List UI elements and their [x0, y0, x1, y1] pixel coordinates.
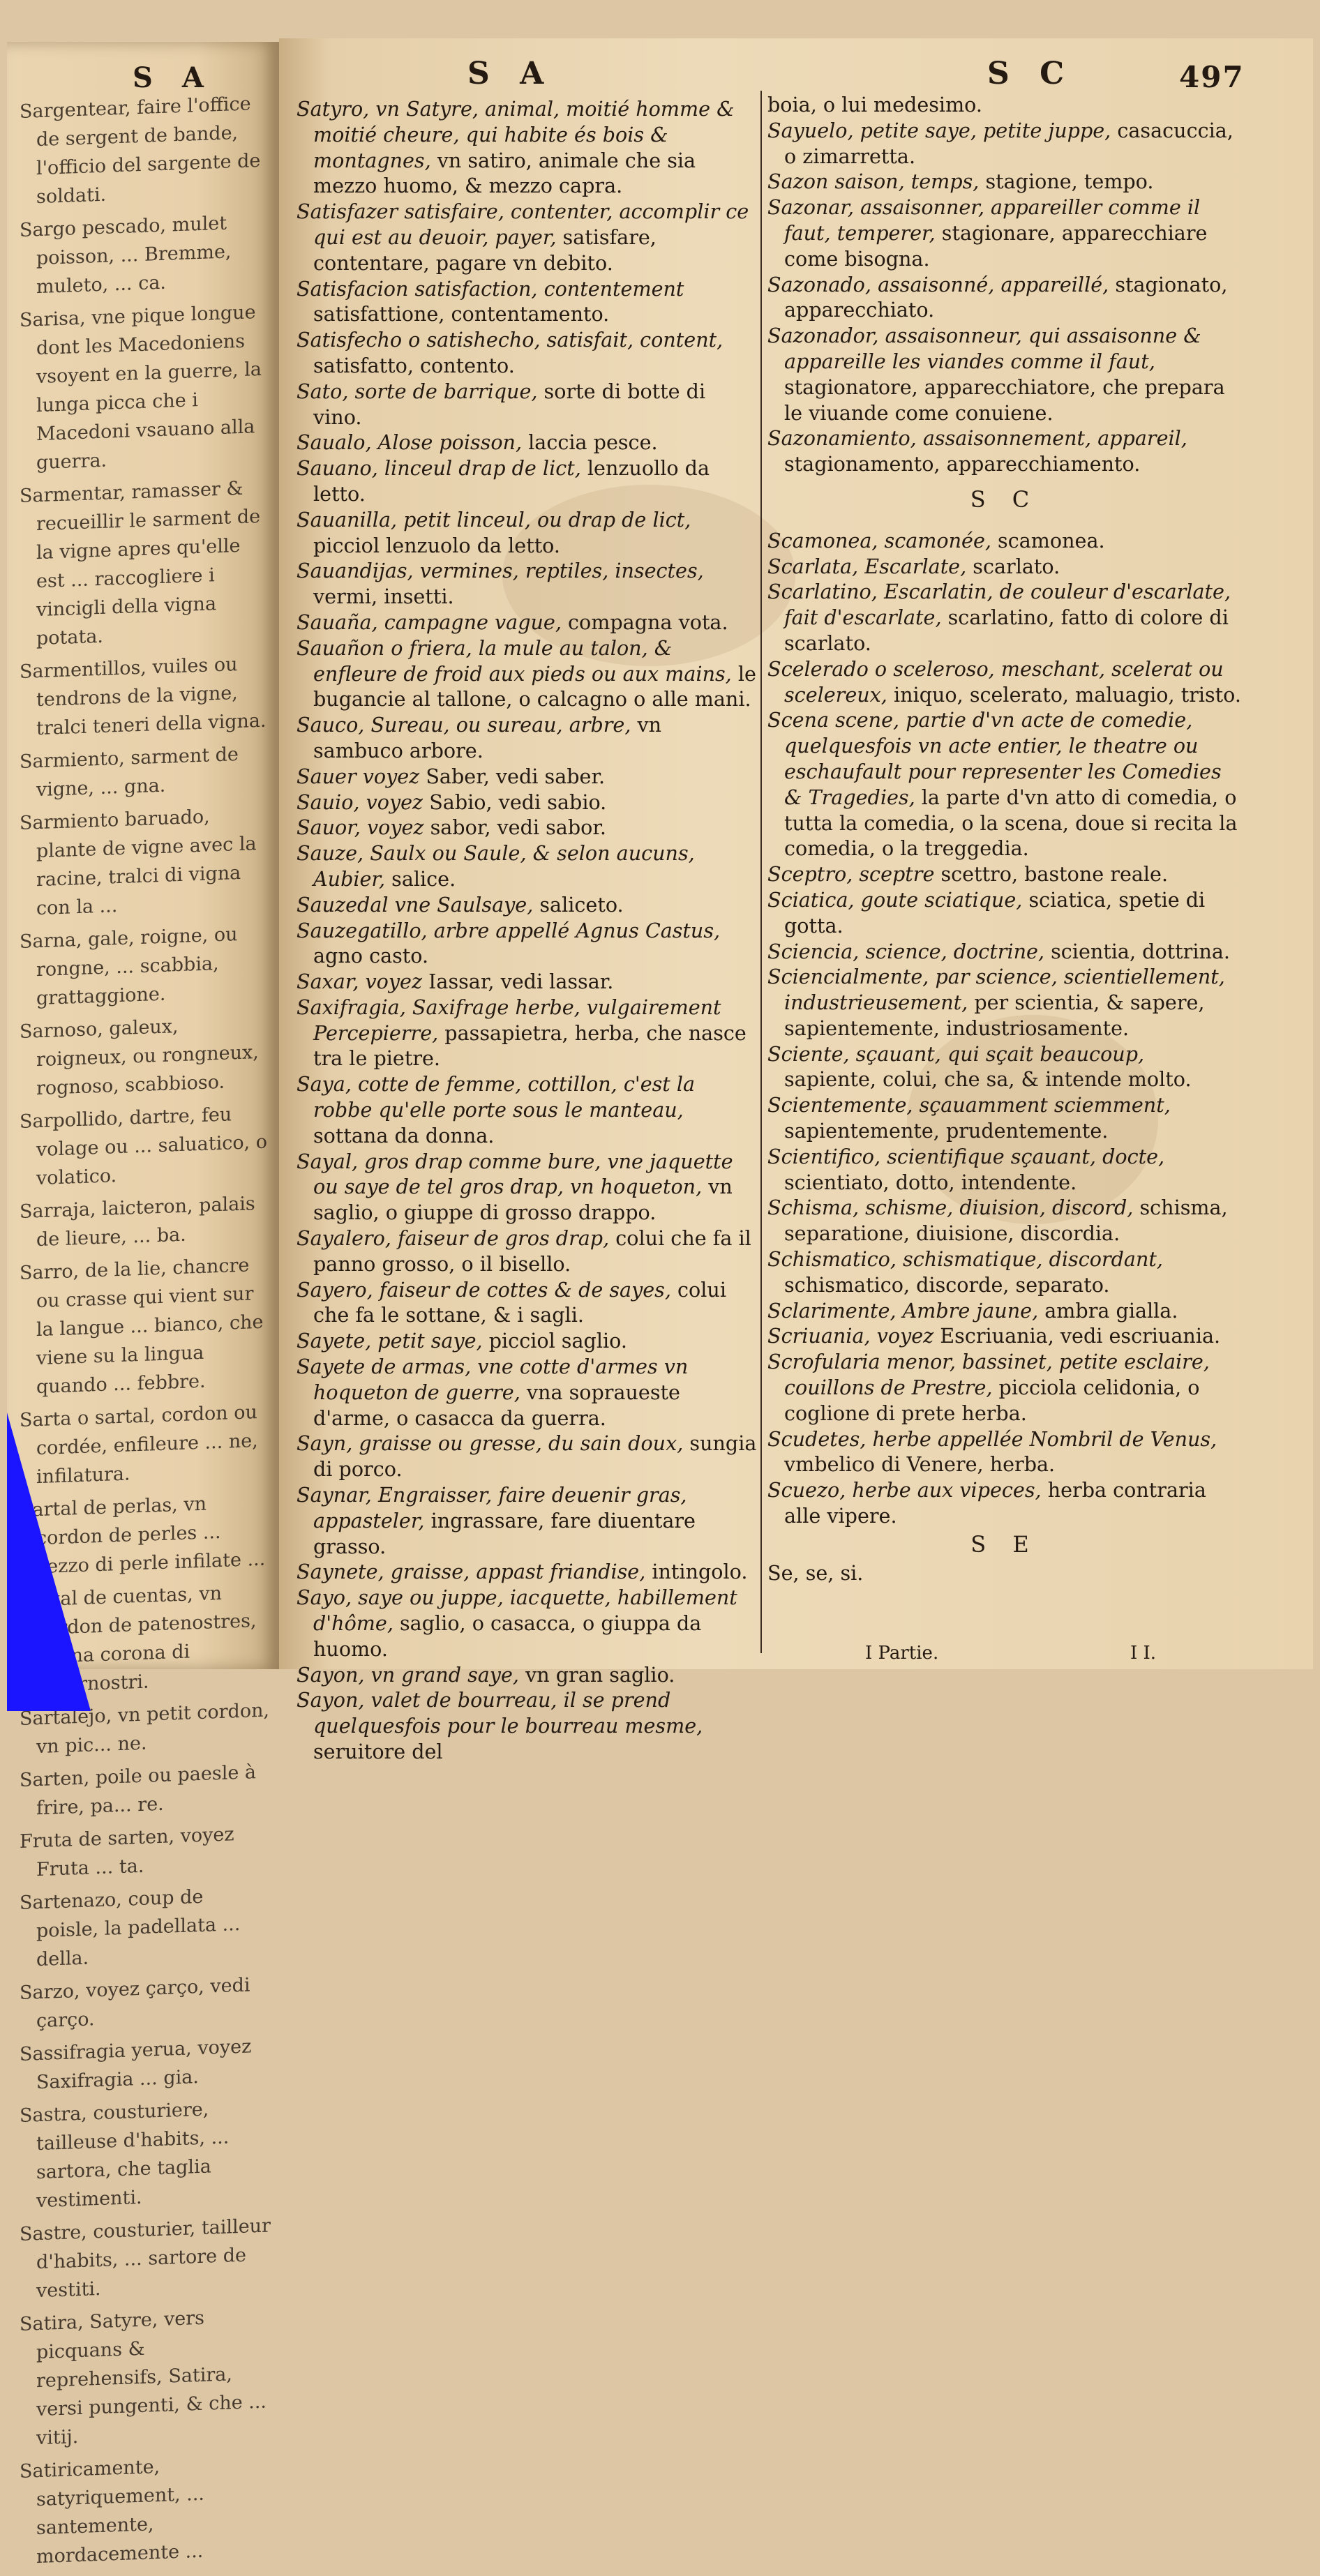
left-page-entry: Sartalejo, vn petit cordon, vn pic... ne. [20, 1699, 270, 1758]
dictionary-entry [297, 1585, 757, 1662]
entry-italian-gloss: stagionato, apparecchiato. [784, 272, 1228, 322]
dictionary-entry [297, 1662, 757, 1688]
entry-headword-french: Sauzedal vne Saulsaye, [297, 892, 534, 917]
dictionary-entry [767, 939, 1242, 965]
left-page-entry: Sarmentar, ramasser & recueillir le sarment de la vigne apres qu'elle est ... raccogliere i vincigli della vigna potata. [20, 477, 261, 650]
entry-italian-gloss: casacuccia, o zimarretta. [784, 118, 1233, 168]
dictionary-entry [297, 1071, 757, 1148]
entry-headword-french: Sayalero, faiseur de gros drap, [297, 1226, 610, 1251]
entry-headword-french: Sclarimente, Ambre jaune, [767, 1298, 1039, 1323]
left-page-entry: Sarzo, voyez çarço, vedi çarço. [20, 1974, 250, 2033]
entry-headword-french: Scriuania, voyez [767, 1324, 934, 1348]
dictionary-entry [767, 554, 1242, 580]
dictionary-entry [297, 558, 757, 610]
entry-headword-french: Sayal, gros drap comme bure, vne jaquette ou saye de tel gros drap, vn hoqueton, [297, 1149, 733, 1199]
entry-italian-gloss: sciatica, spetie di gotta. [784, 887, 1206, 937]
entry-italian-gloss: salice. [385, 866, 456, 891]
entry-italian-gloss: ambra gialla. [1038, 1298, 1178, 1323]
entry-italian-gloss: vn satiro, animale che sia mezzo huomo, & mezzo capra. [313, 148, 696, 198]
dictionary-entry [767, 887, 1242, 939]
left-page-entry: Satiricamente, satyriquement, ... santemente, mordacemente ... [20, 2455, 204, 2568]
entry-headword-french: Sato, sorte de barrique, [297, 379, 538, 403]
entry-headword-french: Sayete de armas, vne cotte d'armes vn hoqueton de guerre, [297, 1355, 689, 1404]
entry-italian-gloss: scarlato. [966, 554, 1060, 578]
entry-italian-gloss: stagionatore, apparecchiatore, che prepara le viuande come conuiene. [784, 375, 1225, 425]
entry-headword-french: Sciatica, goute sciatique, [767, 887, 1023, 912]
entry-italian-gloss: seruitore del [313, 1740, 443, 1763]
dictionary-entry [297, 995, 757, 1071]
entry-italian-gloss: schisma, separatione, diuisione, discordia. [784, 1196, 1228, 1246]
entry-italian-gloss: sapientemente, prudentemente. [784, 1119, 1109, 1143]
dictionary-entry [297, 841, 757, 892]
entry-headword-french: Satisfecho o satishecho, satisfait, content, [297, 328, 723, 352]
entry-italian-gloss: intingolo. [645, 1560, 748, 1584]
entry-italian-gloss: scientia, dottrina. [1044, 939, 1231, 963]
entry-headword-french: Sauzegatillo, arbre appellé Agnus Castus, [297, 918, 721, 942]
entry-headword-french: Saynar, Engraisser, faire deuenir gras, appasteler, [297, 1483, 687, 1532]
entry-italian-gloss: picciol saglio. [482, 1329, 627, 1353]
dictionary-entry [767, 169, 1242, 195]
entry-italian-gloss: vna sopraueste d'arme, o casacca da guerra. [313, 1380, 680, 1430]
dictionary-entry [297, 1354, 757, 1431]
dictionary-entry [297, 969, 757, 995]
left-page-entry: Sarnoso, galeux, roigneux, ou rongneux, rognoso, scabbioso. [20, 1016, 259, 1100]
entry-italian-gloss: laccia pesce. [522, 430, 658, 455]
entry-italian-gloss: ingrassare, fare diuentare grasso. [313, 1508, 696, 1558]
entry-italian-gloss: vmbelico di Venere, herba. [784, 1452, 1056, 1477]
entry-headword-french: Sauze, Saulx ou Saule, & selon aucuns, Aubier, [297, 841, 695, 891]
entry-italian-gloss: satisfatto, contento. [313, 353, 515, 377]
entry-italian-gloss: colui che fa il panno grosso, o il bisello. [313, 1226, 751, 1276]
left-page-entry: Sarmiento baruado, plante de vigne avec la racine, tralci di vigna con la ... [20, 806, 257, 920]
left-page-entry: Sarmiento, sarment de vigne, ... gna. [20, 744, 239, 801]
left-page-entry: Sastra, cousturiere, tailleuse d'habits, ... sartora, che taglia vestimenti. [20, 2098, 230, 2213]
entry-headword-french: Schismatico, schismatique, discordant, [767, 1247, 1163, 1272]
entry-headword-french: Scena scene, partie d'vn acte de comedie, quelquesfois vn acte entier, le theatre ou eschaufault pour representer les Comedies & Tragedies, [767, 708, 1222, 809]
left-page-entry: Sastre, cousturier, tailleur d'habits, ... sartore de vestiti. [20, 2215, 271, 2303]
entry-italian-gloss: boia, o lui medesimo. [767, 93, 982, 116]
entry-headword-french: Satyro, vn Satyre, animal, moitié homme & moitié cheure, qui habite és bois & montagnes, [297, 97, 735, 172]
section-heading-sc: S C [970, 485, 1040, 513]
entry-headword-french: Sciente, sçauant, qui sçait beaucoup, [767, 1041, 1145, 1066]
sc-entries [767, 528, 1242, 1529]
entry-headword-french: Scrofularia menor, bassinet, petite esclaire, couillons de Prestre, [767, 1350, 1210, 1400]
entry-headword-french: Sazonar, assaisonner, appareiller comme il faut, temperer, [767, 195, 1201, 245]
dictionary-column-1 [297, 96, 757, 1765]
entry-headword-french: Sazonador, assaisonneur, qui assaisonne & appareille les viandes comme il faut, [767, 324, 1201, 373]
entry-italian-gloss: Escriuania, vedi escriuania. [933, 1324, 1221, 1348]
entry-headword-french: Saya, cotte de femme, cottillon, c'est la robbe qu'elle porte sous le manteau, [297, 1072, 696, 1122]
header-letters-left: S A [467, 56, 554, 91]
entry-headword-french: Sayo, saye ou juppe, iacquette, habillement d'hôme, [297, 1585, 737, 1636]
dictionary-entry [297, 815, 757, 841]
dictionary-entry [297, 790, 757, 815]
entry-italian-gloss: satisfattione, contentamento. [313, 302, 610, 326]
left-page-entry: Sarmentillos, vuiles ou tendrons de la vigne, tralci teneri della vigna. [20, 654, 267, 740]
entry-headword-french: Sciencia, science, doctrine, [767, 939, 1045, 963]
scan-corner-artifact [7, 1413, 91, 1711]
dictionary-entry [767, 1195, 1242, 1246]
entry-italian-gloss: herba contraria alle vipere. [784, 1478, 1206, 1528]
entry-headword-french: Sceptro, sceptre [767, 862, 935, 887]
dictionary-entry: Se, se, si. [767, 1560, 864, 1585]
entry-italian-gloss: stagione, tempo. [979, 170, 1154, 194]
dictionary-entry [297, 1149, 757, 1226]
page-number: 497 [1179, 60, 1245, 94]
entry-headword-french: Sayon, valet de bourreau, il se prend quelquesfois pour le bourreau mesme, [297, 1688, 703, 1738]
entry-headword-french: Sauandijas, vermines, reptiles, insectes, [297, 559, 704, 583]
entry-italian-gloss: saglio, o casacca, o giuppa da huomo. [313, 1611, 702, 1661]
dictionary-entry [767, 656, 1242, 708]
entry-headword-french: Scudetes, herbe appellée Nombril de Venus, [767, 1426, 1217, 1451]
dictionary-entry [297, 635, 757, 712]
dictionary-entry [297, 430, 757, 455]
dictionary-entry [767, 1246, 1242, 1298]
entry-headword-french: Scarlata, Escarlate, [767, 554, 967, 578]
entry-headword-french: Sayn, graisse ou gresse, du sain doux, [297, 1431, 684, 1456]
entry-italian-gloss: satisfare, contentare, pagare vn debito. [313, 225, 657, 275]
dictionary-entry [767, 323, 1242, 425]
left-page-entry: Sarta o sartal, cordon ou cordée, enfileure ... ne, infilatura. [20, 1401, 258, 1489]
entry-headword-french: Saxar, voyez [297, 970, 423, 994]
entry-italian-gloss: le bugancie al tallone, o calcagno o alle mani. [313, 661, 756, 711]
entry-headword-french: Sauer voyez [297, 764, 420, 788]
entry-italian-gloss: compagna vota. [561, 610, 728, 634]
dictionary-entry [767, 707, 1242, 861]
entry-italian-gloss: colui che fa le sottane, & i sagli. [313, 1277, 726, 1327]
column-divider [760, 91, 762, 1653]
entry-italian-gloss: scientiato, dotto, intendente. [784, 1170, 1077, 1194]
left-page-entry: Sarten, poile ou paesle à frire, pa... re. [20, 1761, 256, 1820]
left-page-entry: Sargentear, faire l'office de sergent de bande, l'officio del sargente de soldati. [20, 93, 261, 209]
entry-italian-gloss: vn gran saglio. [518, 1662, 675, 1687]
entry-headword-french: Saualo, Alose poisson, [297, 430, 523, 455]
entry-italian-gloss: per scientia, & sapere, sapientemente, industriosamente. [784, 991, 1205, 1040]
entry-headword-french: Scamonea, scamonée, [767, 528, 991, 552]
entry-headword-french: Sauco, Sureau, ou sureau, arbre, [297, 713, 631, 737]
entry-italian-gloss: sorte di botte di vino. [313, 379, 706, 429]
left-page-entry: Sarna, gale, roigne, ou rongne, ... scabbia, grattaggione. [20, 924, 238, 1010]
dictionary-entry [767, 425, 1242, 477]
entry-headword-french: Scarlatino, Escarlatin, de couleur d'escarlate, fait d'escarlate, [767, 580, 1231, 630]
entry-italian-gloss: sabor, vedi sabor. [423, 815, 606, 840]
dictionary-entry [297, 1226, 757, 1277]
entry-italian-gloss: vermi, insetti. [313, 585, 454, 609]
dictionary-entry [297, 1431, 757, 1482]
entry-italian-gloss: la parte d'vn atto di comedia, o tutta la comedia, o la scena, doue si recita la comedia, o la treggedia. [784, 785, 1238, 861]
entry-headword-french: Sayete, petit saye, [297, 1329, 483, 1353]
left-page-entry: Sarisa, vne pique longue dont les Macedoniens vsoyent en la guerre, la lunga picca che i Macedoni vsauano alla guerra. [20, 301, 262, 474]
entry-headword-french: Saxifragia, Saxifrage herbe, vulgairement Percepierre, [297, 995, 721, 1045]
dictionary-entry [297, 1687, 757, 1764]
entry-headword-french: Scuezo, herbe aux vipeces, [767, 1478, 1042, 1502]
section-heading-se: S E [970, 1530, 1039, 1558]
dictionary-entry [767, 272, 1242, 324]
header-letters-right: S C [987, 56, 1074, 91]
sa-continuation-entries [767, 92, 1242, 477]
entry-headword-french: Saynete, graisse, appast friandise, [297, 1560, 646, 1584]
dictionary-entry [297, 1559, 757, 1585]
entry-italian-gloss: lenzuollo da letto. [313, 456, 710, 506]
entry-headword-french: Sayuelo, petite saye, petite juppe, [767, 118, 1111, 142]
left-page-entry: Satira, Satyre, vers picquans & reprehensifs, Satira, versi pungenti, & che ... vitij. [20, 2307, 267, 2450]
entry-italian-gloss: schismatico, discorde, separato. [784, 1272, 1110, 1297]
dictionary-entry [767, 1323, 1242, 1349]
left-page-entry: Sarro, de la lie, chancre ou crasse qui vient sur la langue ... bianco, che viene su la lingua quando ... febbre. [20, 1254, 264, 1399]
entry-italian-gloss: picciola celidonia, o coglione di prete herba. [784, 1376, 1200, 1425]
dictionary-entry [297, 199, 757, 276]
dictionary-entry [767, 195, 1242, 271]
entry-headword-french: Sazonamiento, assaisonnement, appareil, [767, 426, 1187, 451]
entry-headword-french: Sauor, voyez [297, 815, 424, 840]
dictionary-entry [767, 1426, 1242, 1478]
left-page-column [20, 89, 271, 2576]
dictionary-entry [767, 1298, 1242, 1324]
dictionary-entry [297, 455, 757, 507]
left-page-entry: Sargo pescado, mulet poisson, ... Bremme, muleto, ... ca. [20, 212, 232, 299]
left-page-entry: Sartal de perlas, vn cordon de perles ... vezzo di perle infilate ... [20, 1493, 266, 1579]
dictionary-entry [767, 1349, 1242, 1426]
entry-headword-french: Sayero, faiseur de cottes & de sayes, [297, 1277, 671, 1302]
entry-italian-gloss: sottana da donna. [313, 1123, 495, 1147]
entry-italian-gloss: sungia di porco. [313, 1431, 757, 1482]
dictionary-entry [767, 579, 1242, 656]
dictionary-entry [297, 327, 757, 379]
entry-italian-gloss: Iassar, vedi lassar. [422, 970, 614, 994]
entry-italian-gloss: stagionare, apparecchiare come bisogna. [784, 220, 1208, 271]
dictionary-entry [297, 610, 757, 635]
dictionary-entry [767, 1477, 1242, 1529]
entry-headword-french: Scientifico, scientifique sçauant, docte, [767, 1144, 1165, 1168]
entry-italian-gloss: iniquo, scelerato, maluagio, tristo. [887, 682, 1241, 707]
entry-italian-gloss: agno casto. [313, 944, 429, 968]
dictionary-entry [297, 96, 757, 199]
entry-italian-gloss: scettro, bastone reale. [934, 862, 1169, 887]
left-page-entry: Sarraja, laicteron, palais de lieure, ... ba. [20, 1193, 255, 1251]
entry-headword-french: Sazonado, assaisonné, appareillé, [767, 272, 1109, 296]
entry-italian-gloss: vn saglio, o giuppe di grosso drappo. [313, 1175, 733, 1225]
entry-headword-french: Scientemente, sçauamment sciemment, [767, 1093, 1171, 1117]
entry-headword-french: Sauano, linceul drap de lict, [297, 456, 581, 481]
dictionary-entry [297, 276, 757, 328]
dictionary-entry [297, 1328, 757, 1354]
entry-italian-gloss: stagionamento, apparecchiamento. [784, 452, 1141, 476]
left-page [7, 42, 279, 2568]
dictionary-entry [297, 918, 757, 970]
dictionary-entry [297, 892, 757, 918]
dictionary-entry [767, 1144, 1242, 1196]
entry-italian-gloss: picciol lenzuolo da letto. [313, 533, 560, 557]
entry-italian-gloss: Sabio, vedi sabio. [423, 790, 607, 814]
left-page-entry: Sarpollido, dartre, feu volage ou ... saluatico, o volatico. [20, 1104, 268, 1190]
dictionary-entry [297, 1277, 757, 1329]
entry-headword-french: Satisfacion satisfaction, contentement [297, 276, 684, 301]
left-page-entry: Sartal de cuentas, vn cordon de patenostres, ... vna corona di paternostri. [20, 1582, 257, 1697]
dictionary-entry [767, 1092, 1242, 1144]
dictionary-entry [767, 528, 1242, 554]
entry-headword-french: Satisfazer satisfaire, contenter, accomplir ce qui est au deuoir, payer, [297, 199, 749, 249]
entry-italian-gloss: scarlatino, fatto di colore di scarlato. [784, 605, 1229, 655]
dictionary-entry [767, 118, 1242, 170]
entry-headword-french: Schisma, schisme, diuision, discord, [767, 1196, 1134, 1220]
left-page-header: S A [133, 61, 213, 94]
dictionary-entry [297, 379, 757, 430]
entry-headword-french: Sauio, voyez [297, 790, 423, 814]
entry-headword-french: Sayon, vn grand saye, [297, 1662, 519, 1687]
dictionary-column-2 [767, 92, 1242, 1585]
dictionary-entry [767, 1041, 1242, 1093]
dictionary-entry [297, 712, 757, 764]
entry-italian-gloss: saliceto. [533, 892, 624, 917]
entry-headword-french: Scelerado o sceleroso, meschant, scelerat ou scelereux, [767, 656, 1224, 707]
dictionary-entry [297, 1482, 757, 1559]
entry-italian-gloss: vn sambuco arbore. [313, 713, 662, 762]
entry-headword-french: Sauañon o friera, la mule au talon, & enfleure de froid aux pieds ou aux mains, [297, 635, 732, 686]
left-page-entry: Sartenazo, coup de poisle, la padellata ... della. [20, 1885, 241, 1971]
footer-mark: I I. [1130, 1643, 1157, 1664]
dictionary-entry [297, 507, 757, 559]
dictionary-entry [297, 764, 757, 790]
left-page-entry: Sassifragia yerua, voyez Saxifragia ... gia. [20, 2035, 252, 2094]
dictionary-entry [767, 964, 1242, 1041]
entry-italian-gloss: Saber, vedi saber. [419, 764, 606, 788]
left-page-entry: Fruta de sarten, voyez Fruta ... ta. [20, 1823, 234, 1881]
entry-headword-french: Sauaña, campagne vague, [297, 610, 562, 634]
footer-signature: I Partie. [865, 1643, 939, 1664]
entry-italian-gloss: sapiente, colui, che sa, & intende molto. [784, 1067, 1192, 1092]
dictionary-entry [767, 92, 1242, 118]
entry-italian-gloss: scamonea. [991, 528, 1105, 552]
entry-headword-french: Sazon saison, temps, [767, 170, 980, 194]
entry-italian-gloss: passapietra, herba, che nasce tra le pietre. [313, 1020, 747, 1071]
entry-headword-french: Sciencialmente, par science, scientiellement, industrieusement, [767, 965, 1225, 1015]
dictionary-entry [767, 861, 1242, 887]
entry-headword-french: Sauanilla, petit linceul, ou drap de lict, [297, 507, 691, 532]
